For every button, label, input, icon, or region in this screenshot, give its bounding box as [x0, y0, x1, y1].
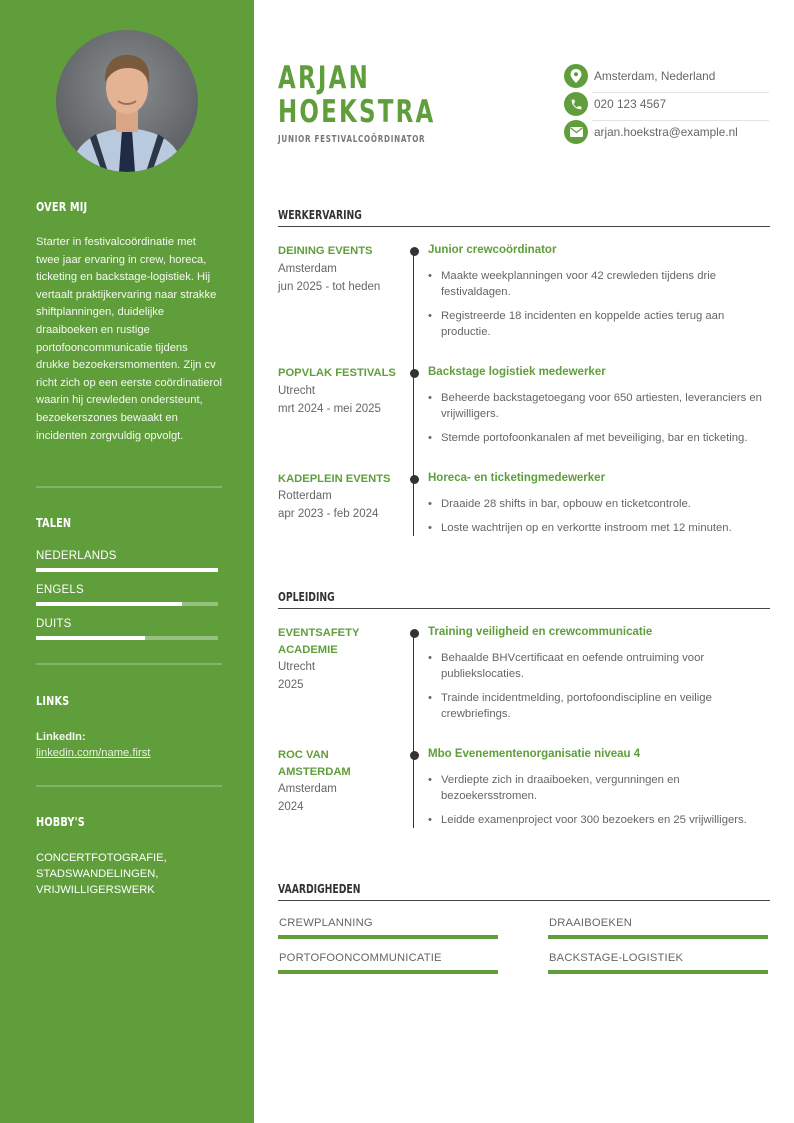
experience-period: jun 2025 - tot heden — [278, 281, 381, 293]
timeline-dot — [410, 475, 419, 484]
timeline-dot — [410, 369, 419, 378]
experience-city: Amsterdam — [278, 263, 337, 275]
divider — [36, 486, 222, 488]
education-year: 2025 — [278, 679, 304, 691]
skill-item — [548, 917, 768, 929]
skill-name: DRAAIBOEKEN — [549, 917, 633, 929]
experience-heading: WERKERVARING — [278, 207, 362, 222]
education-year: 2024 — [278, 801, 304, 813]
timeline-dot — [410, 247, 419, 256]
skill-name: BACKSTAGE-LOGISTIEK — [549, 952, 684, 964]
experience-bullet: • Draaide 28 shifts in bar, opbouw en ticketcontrole. — [441, 496, 769, 512]
experience-bullet: • Beheerde backstagetoegang voor 650 artiesten, leveranciers en vrijwilligers. — [441, 390, 769, 422]
education-title: Mbo Evenementenorganisatie niveau 4 — [428, 748, 641, 760]
language-level-fill — [36, 568, 218, 572]
education-title: Training veiligheid en crewcommunicatie — [428, 626, 653, 638]
skill-bar — [278, 935, 498, 939]
education-bullet: • Behaalde BHVcertificaat en oefende ontruiming voor publiekslocaties. — [441, 650, 769, 682]
experience-period: apr 2023 - feb 2024 — [278, 508, 379, 520]
divider — [36, 663, 222, 665]
education-city: Utrecht — [278, 661, 316, 673]
hobbies-heading: HOBBY'S — [36, 814, 85, 829]
experience-bullet: • Maakte weekplanningen voor 42 crewleden tijdens drie festivaldagen. — [441, 268, 769, 300]
links-heading: LINKS — [36, 693, 70, 708]
education-city: Amsterdam — [278, 783, 337, 795]
experience-org: KADEPLEIN EVENTS — [278, 473, 391, 485]
email-text[interactable]: arjan.hoekstra@example.nl — [594, 125, 738, 139]
experience-bullet: • Loste wachtrijen op en verkortte instroom met 12 minuten. — [441, 520, 769, 536]
sidebar — [0, 0, 254, 1123]
section-rule — [278, 608, 770, 609]
experience-period: mrt 2024 - mei 2025 — [278, 403, 381, 415]
education-org: EVENTSAFETY — [278, 627, 360, 639]
experience-timeline — [413, 252, 414, 536]
skill-item — [278, 917, 498, 929]
location-text: Amsterdam, Nederland — [594, 69, 716, 83]
skill-item — [278, 952, 498, 964]
languages-heading: TALEN — [36, 515, 72, 530]
experience-org: DEINING EVENTS — [278, 245, 373, 257]
experience-org: POPVLAK FESTIVALS — [278, 367, 396, 379]
experience-title: Junior crewcoördinator — [428, 244, 557, 256]
skills-heading: VAARDIGHEDEN — [278, 881, 361, 896]
avatar — [56, 30, 198, 172]
section-rule — [278, 900, 770, 901]
contact-email — [564, 119, 769, 147]
experience-city: Utrecht — [278, 385, 316, 397]
language-level-fill — [36, 602, 182, 606]
last-name: HOEKSTRA — [278, 94, 436, 130]
language-item — [36, 618, 218, 630]
education-org: AMSTERDAM — [278, 766, 351, 778]
job-title: JUNIOR FESTIVALCOÖRDINATOR — [278, 134, 426, 145]
location-pin-icon — [564, 64, 588, 88]
language-name: ENGELS — [36, 584, 84, 596]
language-name: NEDERLANDS — [36, 550, 117, 562]
divider — [36, 785, 222, 787]
experience-bullet: • Stemde portofoonkanalen af met beveiliging, bar en ticketing. — [441, 430, 769, 446]
mail-icon — [564, 120, 588, 144]
skill-name: CREWPLANNING — [279, 917, 373, 929]
experience-title: Horeca- en ticketingmedewerker — [428, 472, 606, 484]
hobbies-text: CONCERTFOTOGRAFIE, STADSWANDELINGEN, VRIJWILLIGERSWERK — [36, 852, 167, 896]
experience-title: Backstage logistiek medewerker — [428, 366, 606, 378]
language-item — [36, 550, 218, 562]
skill-name: PORTOFOONCOMMUNICATIE — [279, 952, 442, 964]
contact-location — [564, 63, 769, 91]
section-rule — [278, 226, 770, 227]
education-org: ROC VAN — [278, 749, 329, 761]
skill-bar — [548, 970, 768, 974]
education-bullet: • Trainde incidentmelding, portofoondiscipline en veilige crewbriefings. — [441, 690, 769, 722]
skill-bar — [278, 970, 498, 974]
skill-item — [548, 952, 768, 964]
phone-text: 020 123 4567 — [594, 97, 667, 111]
first-name: ARJAN — [278, 60, 371, 96]
timeline-dot — [410, 751, 419, 760]
contact-phone — [564, 91, 769, 119]
linkedin-label: LinkedIn: — [36, 731, 86, 743]
language-level-track — [36, 602, 218, 606]
about-text: Starter in festivalcoördinatie met twee jaar ervaring in crew, horeca, ticketing en backstage-logistiek. Hij vertaalt praktijkervaring naar strakke shiftplanningen, duidelijke draaiboeken en rustige portofooncommunicatie tijdens drukke bezoekersmomenten. Zijn cv richt zich op een eerste coördinatierol waarin hij crewleden ondersteunt, bezoekerszones bewaakt en incidenten zorgvuldig opvolgt. — [36, 236, 222, 442]
experience-bullet: • Registreerde 18 incidenten en koppelde acties terug aan productie. — [441, 308, 769, 340]
education-bullet: • Verdiepte zich in draaiboeken, vergunningen en bezoekersstromen. — [441, 772, 769, 804]
language-level-track — [36, 568, 218, 572]
education-heading: OPLEIDING — [278, 589, 335, 604]
language-name: DUITS — [36, 618, 72, 630]
skill-bar — [548, 935, 768, 939]
phone-icon — [564, 92, 588, 116]
experience-city: Rotterdam — [278, 490, 332, 502]
language-item — [36, 584, 218, 596]
timeline-dot — [410, 629, 419, 638]
about-heading: OVER MIJ — [36, 199, 88, 214]
education-bullet: • Leidde examenproject voor 300 bezoekers en 25 vrijwilligers. — [441, 812, 769, 828]
language-level-track — [36, 636, 218, 640]
language-level-fill — [36, 636, 145, 640]
education-timeline — [413, 634, 414, 828]
education-org: ACADEMIE — [278, 644, 338, 656]
linkedin-link[interactable]: linkedin.com/name.first — [36, 747, 151, 759]
